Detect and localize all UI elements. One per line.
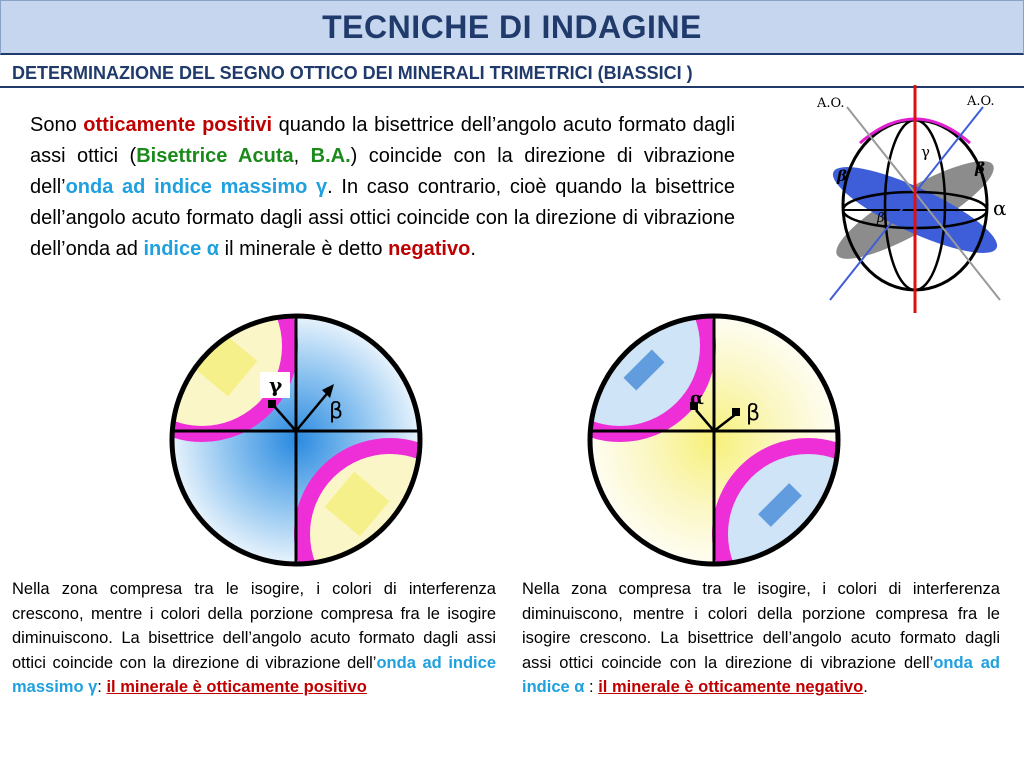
beta-label: β <box>746 401 761 426</box>
caption-conclusion: il minerale è otticamente negativo <box>598 678 864 696</box>
slide-subtitle: DETERMINAZIONE DEL SEGNO OTTICO DEI MINERALI TRIMETRICI (BIASSICI ) <box>12 63 693 83</box>
ao-label-left: A.O. <box>817 96 845 111</box>
gamma-label: γ <box>921 143 930 161</box>
intro-text: . In caso contrario, cioè quando la bisettrice dell’angolo acuto formato dagli assi ottici coincide con la direzione di vibrazione dell’onda ad <box>30 176 735 260</box>
caption-text: Nella zona compresa tra le isogire, i colori di interferenza diminuiscono, mentre i colori della porzione compresa fra le isogire crescono. La bisettrice dell’angolo acuto formato dagli assi ottici coincide con la direzione di vibrazione dell’ <box>522 580 1000 672</box>
intro-text: . <box>470 238 476 260</box>
intro-positive-term: otticamente positivi <box>83 114 273 136</box>
caption-positive <box>12 577 496 700</box>
intro-text: quando la bisettrice dell’angolo acuto formato dagli assi ottici ( <box>30 114 736 167</box>
beta-label-center: β <box>877 211 885 226</box>
beta-label-left: β <box>837 167 847 185</box>
positive-conoscopic-figure <box>162 306 430 574</box>
caption-max-index-term: onda ad indice massimo γ <box>12 653 496 696</box>
indicatrix-diagram <box>815 85 1020 315</box>
intro-text: , <box>293 145 311 167</box>
ao-label-right: A.O. <box>967 94 995 109</box>
intro-paragraph <box>30 110 735 265</box>
intro-acute-bisectrix: Bisettrice Acuta <box>136 145 294 167</box>
intro-text: Sono <box>30 114 84 136</box>
page-title: TECNICHE DI INDAGINE <box>322 8 702 45</box>
intro-alpha-index-term: indice α <box>143 238 220 260</box>
beta-arrow-head <box>732 408 740 416</box>
negative-conoscopic-figure <box>572 306 844 574</box>
gamma-label: γ <box>269 373 283 397</box>
beta-label: β <box>329 399 344 424</box>
caption-text: Nella zona compresa tra le isogire, i colori di interferenza crescono, mentre i colori della porzione compresa fra le isogire diminuiscono. La bisettrice dell’angolo acuto formato dagli assi ottici coincide con la direzione di vibrazione dell’ <box>12 580 496 672</box>
intro-text: ) coincide con la direzione di vibrazione dell’ <box>30 145 735 198</box>
caption-alpha-index-term: onda ad indice α <box>522 653 1000 696</box>
intro-text: il minerale è detto <box>219 238 389 260</box>
gamma-arrow-head <box>268 400 276 408</box>
beta-label-right: β <box>975 159 985 177</box>
caption-text: . <box>863 678 868 696</box>
caption-text: : <box>584 678 599 696</box>
alpha-label: α <box>993 196 1007 220</box>
intro-max-index-term: onda ad indice massimo γ <box>65 176 328 198</box>
title-bar <box>0 0 1024 55</box>
caption-negative <box>522 577 1000 700</box>
intro-negative-term: negativo <box>388 238 471 260</box>
caption-text: : <box>97 678 107 696</box>
alpha-label: α <box>690 388 704 409</box>
intro-ba-abbr: B.A. <box>310 145 351 167</box>
caption-conclusion: il minerale è otticamente positivo <box>106 678 367 696</box>
